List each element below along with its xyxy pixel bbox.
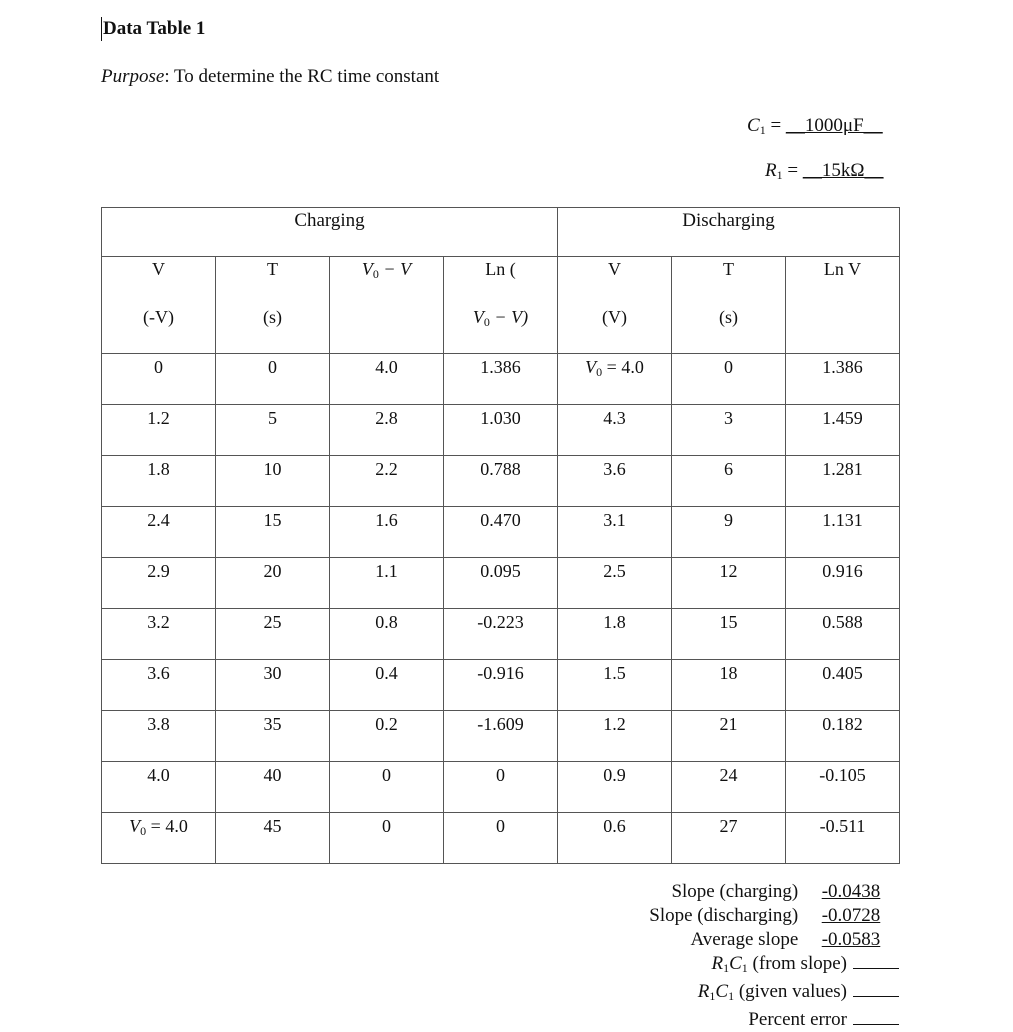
table-cell: 25 xyxy=(216,609,330,660)
header-charging-difference xyxy=(330,257,444,354)
table-cell: 3 xyxy=(672,405,786,456)
table-cell: 6 xyxy=(672,456,786,507)
slope-charging-value: -0.0438 xyxy=(821,881,881,902)
table-cell: 1.386 xyxy=(786,354,900,405)
table-row xyxy=(102,609,900,660)
table-cell: 3.1 xyxy=(558,507,672,558)
table-cell: 1.131 xyxy=(786,507,900,558)
average-slope-value: -0.0583 xyxy=(821,929,881,950)
table-cell: 0.588 xyxy=(786,609,900,660)
table-cell: -0.223 xyxy=(444,609,558,660)
header-discharging-time xyxy=(672,257,786,354)
table-cell: 0 xyxy=(330,813,444,864)
table-cell: 0 xyxy=(330,762,444,813)
header-text: T xyxy=(723,259,734,279)
average-slope-row xyxy=(649,928,899,952)
table-cell: 1.8 xyxy=(102,456,216,507)
table-cell: $V_0 = 4.0$ xyxy=(102,813,216,864)
rc-symbol: $R_1C_1$ xyxy=(697,981,735,1003)
rc-from-slope-row xyxy=(649,952,899,980)
table-cell: 1.2 xyxy=(102,405,216,456)
table-cell: 0 xyxy=(102,354,216,405)
c1-equals: = xyxy=(765,115,786,136)
table-cell: 2.5 xyxy=(558,558,672,609)
subscript: 0 xyxy=(483,315,490,329)
table-cell: 24 xyxy=(672,762,786,813)
header-unit: (s) xyxy=(263,307,282,327)
table-cell: 9 xyxy=(672,507,786,558)
r1-subscript: 1 xyxy=(776,168,783,182)
table-cell: 40 xyxy=(216,762,330,813)
table-cell: -0.511 xyxy=(786,813,900,864)
table-cell: 1.459 xyxy=(786,405,900,456)
table-row xyxy=(102,762,900,813)
text-cursor xyxy=(101,17,102,41)
table-cell: $V_0 = 4.0$ xyxy=(558,354,672,405)
slope-discharging-value: -0.0728 xyxy=(821,905,881,926)
table-cell: 0.470 xyxy=(444,507,558,558)
table-cell: 1.386 xyxy=(444,354,558,405)
r1-symbol: R xyxy=(765,160,777,181)
table-cell: 0 xyxy=(444,813,558,864)
table-row xyxy=(102,711,900,762)
results-block xyxy=(649,880,899,1032)
header-unit: (s) xyxy=(719,307,738,327)
table-cell: 4.0 xyxy=(102,762,216,813)
header-text: V xyxy=(152,259,165,279)
table-row xyxy=(102,813,900,864)
v-symbol: V xyxy=(361,259,373,279)
table-cell: 15 xyxy=(672,609,786,660)
header-discharging-voltage xyxy=(558,257,672,354)
table-cell: 0.182 xyxy=(786,711,900,762)
group-discharging: Discharging xyxy=(558,208,900,257)
table-cell: 1.1 xyxy=(330,558,444,609)
table-cell: 3.6 xyxy=(102,660,216,711)
table-cell: 0.095 xyxy=(444,558,558,609)
c1-value: __1000μF__ xyxy=(785,115,883,136)
table-cell: 18 xyxy=(672,660,786,711)
table-row xyxy=(102,405,900,456)
average-slope-label: Average slope xyxy=(690,929,803,950)
minus-v: − V xyxy=(378,259,412,279)
table-cell: 5 xyxy=(216,405,330,456)
table-cell: 0.788 xyxy=(444,456,558,507)
table-cell: 1.281 xyxy=(786,456,900,507)
table-cell: 20 xyxy=(216,558,330,609)
table-cell: 0 xyxy=(216,354,330,405)
column-header-row xyxy=(102,257,900,354)
table-cell: 2.4 xyxy=(102,507,216,558)
rc-symbol: $R_1C_1$ xyxy=(711,953,748,975)
group-charging: Charging xyxy=(102,208,558,257)
table-cell: 2.8 xyxy=(330,405,444,456)
header-unit xyxy=(444,307,557,330)
table-row xyxy=(102,660,900,711)
table-cell: -0.916 xyxy=(444,660,558,711)
table-cell: 30 xyxy=(216,660,330,711)
table-cell: 0.8 xyxy=(330,609,444,660)
table-cell: 1.2 xyxy=(558,711,672,762)
c1-subscript: 1 xyxy=(759,123,766,137)
table-cell: 12 xyxy=(672,558,786,609)
table-cell: 0 xyxy=(672,354,786,405)
slope-charging-row xyxy=(649,880,899,904)
table-cell: 35 xyxy=(216,711,330,762)
capacitance-given xyxy=(747,115,883,138)
table-cell: 0.916 xyxy=(786,558,900,609)
table-cell: 2.9 xyxy=(102,558,216,609)
minus-v: − V) xyxy=(489,307,529,327)
table-cell: 1.030 xyxy=(444,405,558,456)
table-cell: 1.6 xyxy=(330,507,444,558)
rc-given-blank xyxy=(853,980,899,997)
data-rows xyxy=(102,354,900,864)
rc-given-label: (given values) xyxy=(738,981,847,1002)
header-unit: (V) xyxy=(602,307,627,327)
header-discharging-ln xyxy=(786,257,900,354)
table-row xyxy=(102,456,900,507)
purpose-text: : To determine the RC time constant xyxy=(164,66,440,87)
table-cell: 27 xyxy=(672,813,786,864)
percent-error-row xyxy=(649,1008,899,1032)
table-cell: 4.0 xyxy=(330,354,444,405)
header-charging-time xyxy=(216,257,330,354)
slope-charging-label: Slope (charging) xyxy=(671,881,803,902)
header-charging-ln xyxy=(444,257,558,354)
table-cell: -1.609 xyxy=(444,711,558,762)
rc-from-slope-label: (from slope) xyxy=(752,953,847,974)
table-cell: 0.2 xyxy=(330,711,444,762)
header-text: Ln ( xyxy=(485,259,516,279)
slope-discharging-label: Slope (discharging) xyxy=(649,905,803,926)
table-cell: 10 xyxy=(216,456,330,507)
v-symbol: V xyxy=(472,307,484,327)
table-cell: 1.5 xyxy=(558,660,672,711)
header-charging-voltage xyxy=(102,257,216,354)
page-title: Data Table 1 xyxy=(103,18,206,39)
table-cell: 0.405 xyxy=(786,660,900,711)
table-cell: 0.4 xyxy=(330,660,444,711)
table-row xyxy=(102,558,900,609)
header-text xyxy=(330,259,443,307)
purpose-line xyxy=(101,66,439,88)
resistance-given xyxy=(765,160,883,183)
c1-symbol: C xyxy=(747,115,760,136)
data-table xyxy=(101,207,900,864)
table-cell: 3.8 xyxy=(102,711,216,762)
percent-error-label: Percent error xyxy=(748,1009,847,1030)
table-row xyxy=(102,354,900,405)
r1-value: __15kΩ__ xyxy=(802,160,884,181)
table-cell: 3.6 xyxy=(558,456,672,507)
purpose-label: Purpose xyxy=(101,66,165,87)
r1-equals: = xyxy=(782,160,803,181)
table-cell: 45 xyxy=(216,813,330,864)
table-cell: -0.105 xyxy=(786,762,900,813)
table-cell: 15 xyxy=(216,507,330,558)
header-text: T xyxy=(267,259,278,279)
header-text: Ln V xyxy=(823,259,862,279)
table-cell: 3.2 xyxy=(102,609,216,660)
table-row xyxy=(102,507,900,558)
percent-error-blank xyxy=(853,1008,899,1025)
header-text: V xyxy=(608,259,621,279)
slope-discharging-row xyxy=(649,904,899,928)
table-cell: 1.8 xyxy=(558,609,672,660)
table-cell: 21 xyxy=(672,711,786,762)
rc-given-row xyxy=(649,980,899,1008)
table-cell: 0.6 xyxy=(558,813,672,864)
table-cell: 4.3 xyxy=(558,405,672,456)
subscript: 0 xyxy=(372,267,379,281)
table-cell: 0.9 xyxy=(558,762,672,813)
table-cell: 2.2 xyxy=(330,456,444,507)
header-unit: (-V) xyxy=(143,307,174,327)
table-cell: 0 xyxy=(444,762,558,813)
rc-from-slope-blank xyxy=(853,952,899,969)
group-header-row xyxy=(102,208,900,257)
